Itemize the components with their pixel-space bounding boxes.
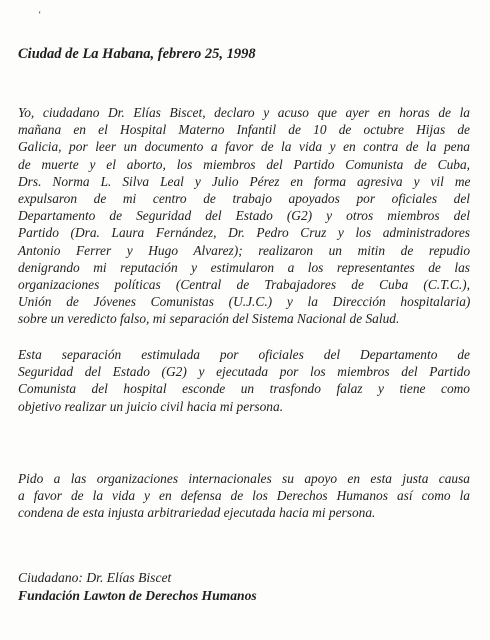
text-line: Galicia, por leer un documento a favor de la vida y en contra de la pena [18, 139, 470, 155]
paragraph-accusation [18, 104, 470, 328]
text-line: denigrando mi reputación y estimularon a los representantes de las [18, 259, 470, 275]
text-line: Partido (Dra. Laura Fernández, Dr. Pedro Cruz y los administradores [18, 225, 470, 241]
signature-organization: Fundación Lawton de Derechos Humanos [18, 587, 257, 603]
text-line: Departamento de Seguridad del Estado (G2) y otros miembros del [18, 208, 470, 224]
text-line: mañana en el Hospital Materno Infantil de 10 de octubre Hijas de [18, 122, 470, 138]
text-line: Yo, ciudadano Dr. Elías Biscet, declaro y acuso que ayer en horas de la [18, 105, 470, 120]
text-line: Comunista del hospital esconde un trasfondo falaz y tiene como [18, 381, 470, 397]
text-line: Pido a las organizaciones internacionales su apoyo en esta justa causa [18, 471, 470, 486]
text-line: Unión de Jóvenes Comunistas (U.J.C.) y la Dirección hospitalaria) [18, 294, 471, 310]
text-line: sobre un veredicto falso, mi separación del Sistema Nacional de Salud. [18, 311, 400, 327]
dateline: Ciudad de La Habana, febrero 25, 1998 [18, 46, 256, 62]
text-line: Antonio Ferrer y Hugo Alvarez); realizaron un mitin de repudio [18, 242, 471, 258]
signature-name: Ciudadano: Dr. Elías Biscet [18, 570, 172, 585]
scan-speck: ‘ [38, 10, 42, 21]
text-line: expulsaron de mi centro de trabajo apoyados por oficiales del [18, 191, 470, 207]
text-line: Drs. Norma L. Silva Leal y Julio Pérez en forma agresiva y vil me [18, 173, 471, 189]
paragraph-separation [18, 346, 470, 415]
text-line: de muerte y el aborto, los miembros del Partido Comunista de Cuba, [18, 156, 470, 172]
text-line: objetivo realizar un juicio civil hacia mi persona. [18, 398, 284, 414]
text-line: Esta separación estimulada por oficiales del Departamento de [18, 347, 470, 362]
text-line: organizaciones políticas (Central de Trabajadores de Cuba (C.T.C.), [18, 277, 470, 293]
signature-block [18, 569, 257, 604]
text-line: condena de esta injusta arbitrariedad ejecutada hacia mi persona. [18, 505, 376, 521]
paragraph-request [18, 470, 470, 522]
text-line: Seguridad del Estado (G2) y ejecutada por los miembros del Partido [18, 364, 471, 380]
text-line: a favor de la vida y en defensa de los Derechos Humanos así como la [18, 488, 470, 504]
